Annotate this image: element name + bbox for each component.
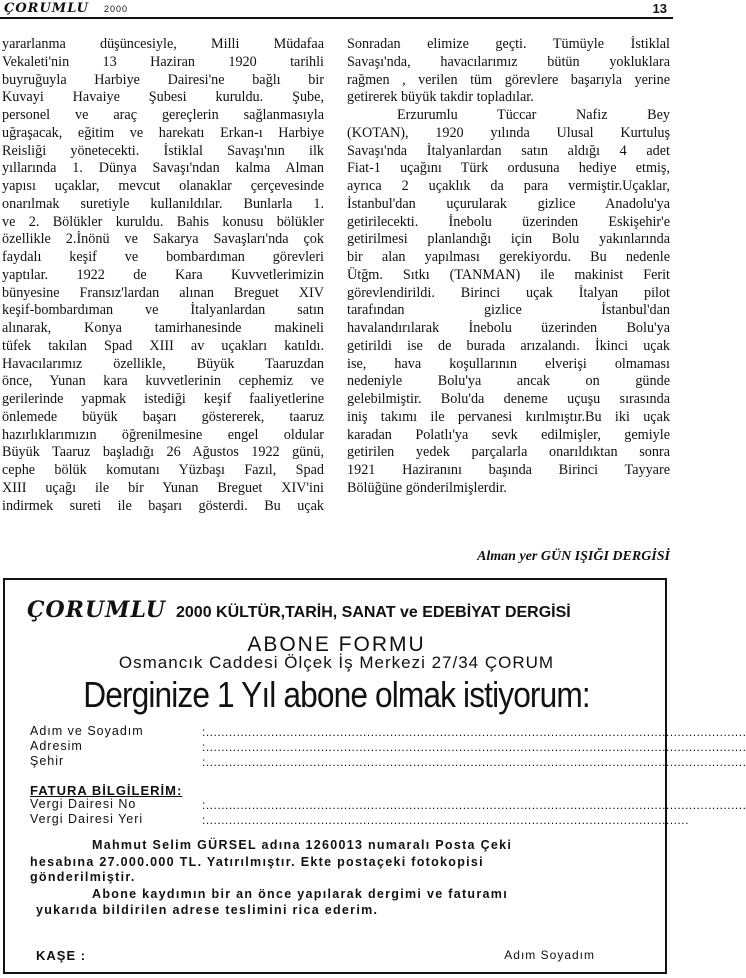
text-line: alınarak, Konya tamirhanesinde makineli <box>2 320 324 336</box>
city-field-label: Şehir <box>30 754 65 768</box>
article-right-column <box>347 36 670 498</box>
text-line: getirildi ise de burada arızalandı. İkinci uçak <box>347 337 670 354</box>
stamp-label: KAŞE : <box>36 948 87 963</box>
text-line: Sonradan elimize geçti. Tümüyle İstiklal <box>347 36 670 52</box>
form-title: ABONE FORMU <box>247 633 426 656</box>
text-line: Bölüğüne gönderilmişlerdir. <box>347 479 507 496</box>
magazine-year: 2000 <box>104 4 129 14</box>
text-line: rağmen , verilen tüm görevlere başarıyla yerine <box>347 71 670 88</box>
address-field[interactable]: :............................................................................................................................................. <box>202 740 746 754</box>
text-line: bir alan yapılması gerekiyordu. Bu nedenle <box>347 249 670 265</box>
text-line: faydalı keşif ve bombardıman görevleri <box>2 249 324 265</box>
text-line: Kuvayi Havaiye Şubesi kuruldu. Şube, <box>2 89 324 106</box>
text-line: indirmek sureti ile başarı gösterdi. Bu uçak <box>2 497 324 514</box>
text-line: Büyük Taaruz başladığı 26 Ağustos 1922 günü, <box>2 444 324 461</box>
right-paragraph-1 <box>347 36 670 107</box>
page-number: 13 <box>652 1 667 16</box>
text-line: görevlendirildi. Birinci uçak İtalyan pilot <box>347 284 670 301</box>
text-line: uğraşacak, eğitim ve harekatı Erkan-ı Harbiye <box>2 124 324 141</box>
text-line: Ütğm. Sıtkı (TANMAN) ile makinist Ferit <box>347 266 670 283</box>
text-line: (KOTAN), 1920 yılında Ulusal Kurtuluş <box>347 124 670 141</box>
text-line: getirerek büyük takdir topladılar. <box>347 89 534 106</box>
text-line: Savaşı'nda, havacılarımız bütün yokluklara <box>347 53 670 70</box>
text-line: onarılmak suretiyle kullanıldılar. Bunlarla 1. <box>2 195 324 212</box>
right-paragraph-2 <box>347 107 670 498</box>
text-line: Erzurumlu Tüccar Nafiz Bey <box>397 107 670 123</box>
tax-office-field[interactable]: :.............................................................................................................................. <box>202 813 689 827</box>
payment-line: hesabına 27.000.000 TL. Yatırılmıştır. Ekte postaçeki fotokopisi <box>30 855 484 869</box>
text-line: 1921 Haziranını başında Birinci Tayyare <box>347 462 670 478</box>
text-line: ve 2. Bölükler kuruldu. Bahis konusu bölükler <box>2 213 324 230</box>
left-paragraph <box>2 36 324 515</box>
article-source: Alman yer GÜN IŞIĞI DERGİSİ <box>477 549 670 564</box>
tax-number-field[interactable]: :............................................................................................................................................. <box>202 798 746 812</box>
payment-line: gönderilmiştir. <box>30 870 136 884</box>
text-line: yaptılar. 1922 de Kara Kuvvetlerimizin <box>2 266 324 283</box>
text-line: XIII uçağı ile bir Yunan Breguet XIV'ini <box>2 479 324 496</box>
text-line: getirilecekti. İnebolu üzerinden Eskişehir'e <box>347 213 670 230</box>
text-line: Havacılarımız özellikle, Büyük Taaruzdan <box>2 355 324 372</box>
payment-line: Mahmut Selim GÜRSEL adına 1260013 numaralı Posta Çeki <box>92 838 513 852</box>
text-line: keşif-bombardıman ve İtalyanlardan satın <box>2 302 324 319</box>
signature-label: Adım Soyadım <box>504 948 595 962</box>
text-line: gelebilmiştir. Bolu'da deneme uçuşu sırasında <box>347 391 670 407</box>
text-line: önce, Yunan kara kuvvetlerinin cephemiz ve <box>2 373 324 390</box>
form-magazine-logo: ÇORUMLU <box>27 597 166 623</box>
text-line: yapısı uçaklar, mevcut olanaklar çerçevesinde <box>2 178 324 194</box>
text-line: iniş takımı ile pervanesi kırılmıştır.Bu iki uçak <box>347 408 670 425</box>
text-line: nedeniyle Bolu'ya ancak on günde <box>347 373 670 390</box>
invoice-header: FATURA BİLGİLERİM: <box>30 783 183 798</box>
text-line: havalandırılarak İnebolu üzerinden Bolu'ya <box>347 320 670 336</box>
address-field-label: Adresim <box>30 739 83 753</box>
tax-office-label: Vergi Dairesi Yeri <box>30 812 144 826</box>
text-line: Vekaleti'nin 13 Haziran 1920 tarihli <box>2 53 324 70</box>
text-line: Fiat-1 uçağını Türk ordusuna hediye etmiş, <box>347 160 670 177</box>
text-line: yıllarında 1. Dünya Savaşı'ndan kalma Alman <box>2 160 324 177</box>
request-line: Abone kaydımın bir an önce yapılarak dergimi ve faturamı <box>92 887 508 901</box>
text-line: tüfek takılan Spad XIII av uçakları katıldı. <box>2 337 324 354</box>
page-header <box>0 0 673 22</box>
text-line: getirilmesi planlandığı için Bolu yakınlarında <box>347 231 670 248</box>
text-line: bünyesine Fransız'lardan alınan Breguet XIV <box>2 284 324 301</box>
text-line: buyruğuyla Harbiye Dairesi'ne bağlı bir <box>2 71 324 88</box>
text-line: tarafından gizlice İstanbul'dan <box>347 302 670 319</box>
text-line: İstanbul'dan uçurularak gizlice Anadolu'ya <box>347 195 670 212</box>
text-line: personel ve araç gereçlerin sağlanmasıyla <box>2 107 324 123</box>
text-line: önlemede büyük başarı göstererek, taaruz <box>2 408 324 425</box>
name-field[interactable]: :............................................................................................................................................. <box>202 725 746 739</box>
name-field-label: Adım ve Soyadım <box>30 724 144 738</box>
article-left-column <box>2 36 324 515</box>
city-field[interactable]: :............................................................................................................................................. <box>202 755 746 769</box>
text-line: cephe bölük komutanı Yüzbaşı Fazıl, Spad <box>2 462 324 478</box>
form-headline: Derginize 1 Yıl abone olmak istiyorum: <box>83 674 590 715</box>
text-line: ayrıca 2 uçaklık da para vermiştir.Uçaklar, <box>347 178 670 194</box>
header-rule <box>0 17 673 19</box>
magazine-logo: ÇORUMLU <box>4 1 89 16</box>
text-line: hazırlıklarımızın öğrenilmesine engel oldular <box>2 426 324 443</box>
text-line: karadan Polatlı'ya sevk edilmişler, gemiyle <box>347 426 670 443</box>
text-line: getirilen yedek parçalarla onarıldıktan sonra <box>347 444 670 461</box>
text-line: Reisliği yönetecekti. İstiklal Savaşı'nın ilk <box>2 142 324 159</box>
form-address: Osmancık Caddesi Ölçek İş Merkezi 27/34 ÇORUM <box>118 653 555 672</box>
tax-number-label: Vergi Dairesi No <box>30 797 137 811</box>
text-line: yararlanma düşüncesiyle, Milli Müdafaa <box>2 36 324 52</box>
text-line: gerilerinde yapmak istediği keşif faaliyetlerine <box>2 391 324 407</box>
text-line: özellikle 2.İnönü ve Sakarya Savaşları'nda çok <box>2 231 324 248</box>
form-magazine-title: 2000 KÜLTÜR,TARİH, SANAT ve EDEBİYAT DERGİSİ <box>176 604 571 621</box>
request-line: yukarıda bildirilen adrese teslimini rica ederim. <box>36 903 379 917</box>
text-line: Savaşı'nda İtalyanlardan satın aldığı 4 adet <box>347 142 670 159</box>
text-line: ise, hava koşullarının elverişi olmaması <box>347 355 670 372</box>
